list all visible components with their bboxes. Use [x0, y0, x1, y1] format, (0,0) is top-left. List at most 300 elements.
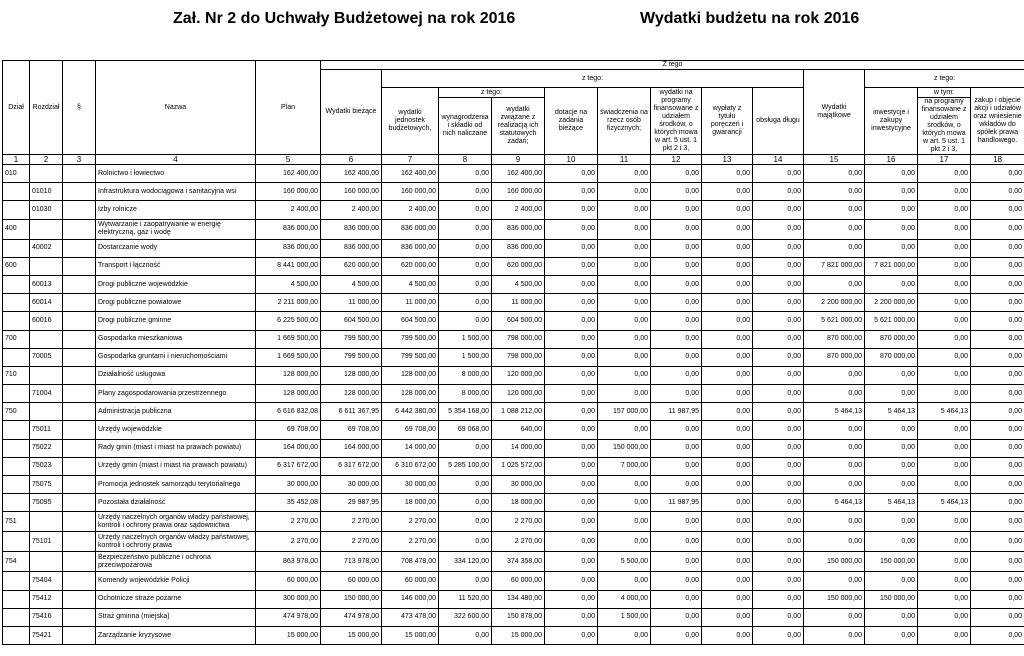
value-cell: 0,00 [753, 572, 804, 590]
value-cell: 0,00 [702, 165, 753, 183]
value-cell: 11 987,95 [651, 494, 702, 512]
value-cell: 0,00 [651, 421, 702, 439]
value-cell: 0,00 [598, 165, 651, 183]
rozdzial-cell [30, 552, 63, 572]
value-cell: 0,00 [702, 590, 753, 608]
value-cell: 0,00 [865, 183, 918, 201]
value-cell: 620 000,00 [382, 257, 439, 275]
value-cell: 0,00 [753, 552, 804, 572]
value-cell: 799 500,00 [321, 330, 382, 348]
value-cell: 0,00 [702, 457, 753, 475]
value-cell: 0,00 [804, 239, 865, 257]
value-cell: 0,00 [918, 439, 971, 457]
value-cell: 0,00 [753, 294, 804, 312]
rozdzial-cell: 75101 [30, 532, 63, 552]
rozdzial-cell: 01010 [30, 183, 63, 201]
value-cell: 708 478,00 [382, 552, 439, 572]
value-cell: 0,00 [971, 608, 1024, 626]
value-cell: 0,00 [804, 385, 865, 403]
value-cell: 799 500,00 [382, 330, 439, 348]
paragraf-cell [63, 457, 96, 475]
value-cell: 0,00 [971, 239, 1024, 257]
value-cell: 0,00 [598, 532, 651, 552]
name-cell: Rady gmin (miast i miast na prawach powiatu) [96, 439, 256, 457]
name-cell: Rolnictwo i łowiectwo [96, 165, 256, 183]
value-cell: 2 270,00 [321, 512, 382, 532]
rozdzial-cell [30, 219, 63, 239]
dzial-cell [3, 476, 30, 494]
value-cell: 0,00 [971, 512, 1024, 532]
value-cell: 0,00 [439, 626, 492, 644]
value-cell: 0,00 [651, 366, 702, 384]
value-cell: 120 000,00 [492, 385, 545, 403]
value-cell: 4 500,00 [321, 275, 382, 293]
value-cell: 0,00 [651, 312, 702, 330]
name-cell: Promocja jednostek samorządu terytorialnego [96, 476, 256, 494]
value-cell: 0,00 [865, 512, 918, 532]
paragraf-cell [63, 348, 96, 366]
value-cell: 870 000,00 [865, 330, 918, 348]
value-cell: 474 978,00 [321, 608, 382, 626]
value-cell: 0,00 [971, 219, 1024, 239]
value-cell: 2 211 000,00 [256, 294, 321, 312]
value-cell: 0,00 [753, 512, 804, 532]
value-cell: 0,00 [439, 201, 492, 219]
column-number: 11 [598, 155, 651, 165]
value-cell: 0,00 [545, 312, 598, 330]
value-cell: 0,00 [702, 552, 753, 572]
value-cell: 0,00 [804, 532, 865, 552]
value-cell: 15 000,00 [382, 626, 439, 644]
value-cell: 0,00 [865, 219, 918, 239]
value-cell: 0,00 [865, 457, 918, 475]
value-cell: 0,00 [702, 183, 753, 201]
value-cell: 0,00 [971, 626, 1024, 644]
dzial-cell: 710 [3, 366, 30, 384]
value-cell: 35 452,08 [256, 494, 321, 512]
value-cell: 0,00 [753, 183, 804, 201]
value-cell: 0,00 [971, 330, 1024, 348]
value-cell: 870 000,00 [865, 348, 918, 366]
value-cell: 334 120,00 [439, 552, 492, 572]
value-cell: 0,00 [545, 552, 598, 572]
name-cell: Ochotnicze straże pożarne [96, 590, 256, 608]
value-cell: 0,00 [545, 183, 598, 201]
rozdzial-cell [30, 512, 63, 532]
name-cell: Działalność usługowa [96, 366, 256, 384]
name-cell: Drogi publiczne gminne [96, 312, 256, 330]
value-cell: 0,00 [971, 457, 1024, 475]
value-cell: 2 270,00 [492, 512, 545, 532]
value-cell: 128 000,00 [256, 385, 321, 403]
table-row [3, 457, 1024, 475]
value-cell: 0,00 [971, 421, 1024, 439]
value-cell: 1 500,00 [439, 348, 492, 366]
value-cell: 0,00 [971, 348, 1024, 366]
dzial-cell [3, 348, 30, 366]
column-number: 13 [702, 155, 753, 165]
value-cell: 0,00 [971, 403, 1024, 421]
column-number: 5 [256, 155, 321, 165]
value-cell: 0,00 [971, 532, 1024, 552]
value-cell: 0,00 [753, 366, 804, 384]
value-cell: 836 000,00 [492, 239, 545, 257]
paragraf-cell [63, 165, 96, 183]
header-z-tego-majatkowe: z tego: [865, 70, 1024, 88]
rozdzial-cell [30, 403, 63, 421]
value-cell: 0,00 [804, 626, 865, 644]
header-dzial: Dział [3, 61, 30, 155]
dzial-cell [3, 275, 30, 293]
name-cell: Bezpieczeństwo publiczne i ochrona przeciwpożarowa [96, 552, 256, 572]
value-cell: 0,00 [918, 165, 971, 183]
value-cell: 0,00 [545, 294, 598, 312]
value-cell: 0,00 [918, 366, 971, 384]
value-cell: 0,00 [918, 608, 971, 626]
value-cell: 4 500,00 [382, 275, 439, 293]
value-cell: 11 000,00 [492, 294, 545, 312]
value-cell: 0,00 [971, 552, 1024, 572]
rozdzial-cell [30, 366, 63, 384]
rozdzial-cell: 70005 [30, 348, 63, 366]
value-cell: 0,00 [439, 275, 492, 293]
rozdzial-cell: 71004 [30, 385, 63, 403]
value-cell: 0,00 [651, 512, 702, 532]
dzial-cell [3, 201, 30, 219]
value-cell: 60 000,00 [321, 572, 382, 590]
column-number: 2 [30, 155, 63, 165]
value-cell: 0,00 [753, 330, 804, 348]
value-cell: 640,00 [492, 421, 545, 439]
value-cell: 0,00 [702, 439, 753, 457]
value-cell: 0,00 [971, 385, 1024, 403]
value-cell: 5 464,13 [865, 403, 918, 421]
header-inwestycje: inwestycje i zakupy inwestycyjne [865, 88, 918, 155]
table-row [3, 294, 1024, 312]
value-cell: 0,00 [804, 439, 865, 457]
value-cell: 0,00 [918, 512, 971, 532]
header-wydatki-majatkowe: Wydatki majątkowe [804, 70, 865, 155]
table-row [3, 366, 1024, 384]
value-cell: 0,00 [865, 476, 918, 494]
value-cell: 0,00 [651, 219, 702, 239]
value-cell: 0,00 [702, 366, 753, 384]
value-cell: 6 616 832,08 [256, 403, 321, 421]
table-row [3, 421, 1024, 439]
value-cell: 0,00 [598, 330, 651, 348]
name-cell: Gospodarka mieszkaniowa [96, 330, 256, 348]
value-cell: 0,00 [865, 385, 918, 403]
value-cell: 8 000,00 [439, 385, 492, 403]
header-paragraf: § [63, 61, 96, 155]
column-number: 15 [804, 155, 865, 165]
value-cell: 0,00 [598, 385, 651, 403]
document-title: Zał. Nr 2 do Uchwały Budżetowej na rok 2016 [173, 10, 516, 27]
value-cell: 0,00 [918, 275, 971, 293]
value-cell: 0,00 [439, 257, 492, 275]
value-cell: 0,00 [918, 421, 971, 439]
value-cell: 0,00 [971, 494, 1024, 512]
value-cell: 0,00 [651, 275, 702, 293]
value-cell: 0,00 [971, 590, 1024, 608]
value-cell: 836 000,00 [492, 219, 545, 239]
rozdzial-cell: 75075 [30, 476, 63, 494]
rozdzial-cell: 01030 [30, 201, 63, 219]
value-cell: 69 708,00 [256, 421, 321, 439]
value-cell: 0,00 [753, 219, 804, 239]
value-cell: 0,00 [753, 385, 804, 403]
value-cell: 474 978,00 [256, 608, 321, 626]
value-cell: 0,00 [753, 312, 804, 330]
value-cell: 162 400,00 [321, 165, 382, 183]
table-row [3, 165, 1024, 183]
value-cell: 0,00 [702, 532, 753, 552]
value-cell: 0,00 [702, 608, 753, 626]
value-cell: 0,00 [598, 348, 651, 366]
column-number: 3 [63, 155, 96, 165]
value-cell: 1 669 500,00 [256, 348, 321, 366]
name-cell: Dostarczanie wody [96, 239, 256, 257]
value-cell: 69 708,00 [321, 421, 382, 439]
value-cell: 4 000,00 [598, 590, 651, 608]
paragraf-cell [63, 385, 96, 403]
value-cell: 0,00 [598, 476, 651, 494]
value-cell: 0,00 [804, 476, 865, 494]
table-row [3, 385, 1024, 403]
value-cell: 0,00 [753, 476, 804, 494]
value-cell: 0,00 [804, 572, 865, 590]
value-cell: 0,00 [598, 294, 651, 312]
rozdzial-cell: 75095 [30, 494, 63, 512]
value-cell: 0,00 [804, 275, 865, 293]
name-cell: Transport i łączność [96, 257, 256, 275]
value-cell: 0,00 [651, 457, 702, 475]
value-cell: 2 270,00 [492, 532, 545, 552]
value-cell: 0,00 [971, 165, 1024, 183]
header-wydatki-biezace: Wydatki bieżące [321, 70, 382, 155]
value-cell: 0,00 [753, 239, 804, 257]
value-cell: 2 270,00 [321, 532, 382, 552]
value-cell: 18 000,00 [382, 494, 439, 512]
value-cell: 0,00 [971, 294, 1024, 312]
value-cell: 2 270,00 [382, 512, 439, 532]
value-cell: 0,00 [545, 403, 598, 421]
value-cell: 0,00 [439, 183, 492, 201]
rozdzial-cell [30, 165, 63, 183]
rozdzial-cell: 75412 [30, 590, 63, 608]
paragraf-cell [63, 294, 96, 312]
column-number: 6 [321, 155, 382, 165]
value-cell: 0,00 [598, 219, 651, 239]
value-cell: 0,00 [753, 608, 804, 626]
value-cell: 2 200 000,00 [865, 294, 918, 312]
table-row [3, 552, 1024, 572]
value-cell: 0,00 [598, 512, 651, 532]
header-swiadczenia: świadczenia na rzecz osób fizycznych; [598, 88, 651, 155]
value-cell: 0,00 [702, 476, 753, 494]
table-row [3, 608, 1024, 626]
table-row [3, 201, 1024, 219]
value-cell: 0,00 [971, 572, 1024, 590]
value-cell: 2 270,00 [256, 532, 321, 552]
value-cell: 164 000,00 [321, 439, 382, 457]
value-cell: 6 442 380,00 [382, 403, 439, 421]
value-cell: 2 270,00 [256, 512, 321, 532]
value-cell: 0,00 [971, 312, 1024, 330]
value-cell: 0,00 [865, 439, 918, 457]
value-cell: 0,00 [702, 294, 753, 312]
value-cell: 5 464,13 [918, 494, 971, 512]
name-cell: Wytwarzanie i zaopatrywanie w energię elektryczną, gaz i wodę [96, 219, 256, 239]
value-cell: 604 500,00 [321, 312, 382, 330]
dzial-cell [3, 294, 30, 312]
value-cell: 30 000,00 [382, 476, 439, 494]
value-cell: 300 000,00 [256, 590, 321, 608]
value-cell: 0,00 [545, 275, 598, 293]
value-cell: 5 464,13 [865, 494, 918, 512]
value-cell: 0,00 [971, 439, 1024, 457]
column-number: 10 [545, 155, 598, 165]
value-cell: 0,00 [545, 366, 598, 384]
value-cell: 69 708,00 [382, 421, 439, 439]
value-cell: 160 000,00 [492, 183, 545, 201]
value-cell: 0,00 [918, 572, 971, 590]
value-cell: 0,00 [651, 348, 702, 366]
value-cell: 0,00 [702, 572, 753, 590]
paragraf-cell [63, 494, 96, 512]
value-cell: 150 878,00 [492, 608, 545, 626]
name-cell: Straż gminna (miejska) [96, 608, 256, 626]
value-cell: 4 500,00 [256, 275, 321, 293]
value-cell: 0,00 [651, 608, 702, 626]
value-cell: 128 000,00 [321, 385, 382, 403]
value-cell: 0,00 [804, 183, 865, 201]
value-cell: 0,00 [651, 239, 702, 257]
value-cell: 0,00 [971, 201, 1024, 219]
value-cell: 0,00 [804, 421, 865, 439]
value-cell: 5 621 000,00 [865, 312, 918, 330]
value-cell: 0,00 [651, 439, 702, 457]
name-cell: Drogi publiczne wojewódzkie [96, 275, 256, 293]
name-cell: Gospodarka gruntami i nieruchomościami [96, 348, 256, 366]
value-cell: 0,00 [702, 512, 753, 532]
value-cell: 162 400,00 [256, 165, 321, 183]
table-row [3, 330, 1024, 348]
name-cell: Plany zagospodarowania przestrzennego [96, 385, 256, 403]
dzial-cell [3, 385, 30, 403]
table-row [3, 476, 1024, 494]
value-cell: 0,00 [753, 439, 804, 457]
value-cell: 0,00 [545, 421, 598, 439]
header-wydatki-jednostek: wydatki jednostek budżetowych, [382, 88, 439, 155]
table-row [3, 183, 1024, 201]
table-row [3, 532, 1024, 552]
value-cell: 8 441 000,00 [256, 257, 321, 275]
value-cell: 1 669 500,00 [256, 330, 321, 348]
value-cell: 0,00 [918, 294, 971, 312]
paragraf-cell [63, 219, 96, 239]
value-cell: 0,00 [918, 201, 971, 219]
value-cell: 0,00 [598, 257, 651, 275]
paragraf-cell [63, 239, 96, 257]
value-cell: 0,00 [439, 294, 492, 312]
table-row [3, 275, 1024, 293]
table-row [3, 439, 1024, 457]
dzial-cell: 600 [3, 257, 30, 275]
value-cell: 713 978,00 [321, 552, 382, 572]
value-cell: 5 464,13 [804, 403, 865, 421]
paragraf-cell [63, 183, 96, 201]
table-row [3, 219, 1024, 239]
value-cell: 8 000,00 [439, 366, 492, 384]
rozdzial-cell: 60014 [30, 294, 63, 312]
value-cell: 0,00 [545, 219, 598, 239]
value-cell: 0,00 [918, 330, 971, 348]
value-cell: 15 000,00 [256, 626, 321, 644]
dzial-cell [3, 626, 30, 644]
value-cell: 7 000,00 [598, 457, 651, 475]
value-cell: 4 500,00 [492, 275, 545, 293]
value-cell: 162 400,00 [382, 165, 439, 183]
dzial-cell: 754 [3, 552, 30, 572]
value-cell: 150 000,00 [321, 590, 382, 608]
value-cell: 160 000,00 [382, 183, 439, 201]
value-cell: 0,00 [545, 532, 598, 552]
column-number: 8 [439, 155, 492, 165]
value-cell: 160 000,00 [321, 183, 382, 201]
value-cell: 0,00 [545, 476, 598, 494]
value-cell: 0,00 [918, 476, 971, 494]
value-cell: 0,00 [702, 275, 753, 293]
value-cell: 0,00 [545, 590, 598, 608]
paragraf-cell [63, 572, 96, 590]
rozdzial-cell: 75404 [30, 572, 63, 590]
value-cell: 0,00 [439, 439, 492, 457]
value-cell: 0,00 [651, 532, 702, 552]
dzial-cell [3, 239, 30, 257]
value-cell: 0,00 [439, 165, 492, 183]
value-cell: 0,00 [753, 590, 804, 608]
value-cell: 0,00 [753, 165, 804, 183]
value-cell: 2 400,00 [382, 201, 439, 219]
dzial-cell: 010 [3, 165, 30, 183]
value-cell: 798 000,00 [492, 330, 545, 348]
value-cell: 0,00 [971, 257, 1024, 275]
value-cell: 14 000,00 [382, 439, 439, 457]
header-wynagrodzenia: wynagrodzenia i składki od nich naliczane [439, 98, 492, 155]
paragraf-cell [63, 476, 96, 494]
value-cell: 128 000,00 [321, 366, 382, 384]
value-cell: 0,00 [651, 572, 702, 590]
header-z-tego-jednostek: z tego: [439, 88, 545, 98]
value-cell: 0,00 [702, 239, 753, 257]
value-cell: 473 478,00 [382, 608, 439, 626]
value-cell: 6 310 672,00 [382, 457, 439, 475]
table-row [3, 312, 1024, 330]
dzial-cell [3, 312, 30, 330]
value-cell: 60 000,00 [256, 572, 321, 590]
value-cell: 0,00 [753, 626, 804, 644]
titles [0, 10, 1024, 34]
value-cell: 0,00 [702, 257, 753, 275]
dzial-cell [3, 421, 30, 439]
column-number: 17 [918, 155, 971, 165]
value-cell: 0,00 [598, 275, 651, 293]
table-row [3, 239, 1024, 257]
name-cell: Pozostała działalność [96, 494, 256, 512]
header-akcje: zakup i objęcie akcji i udziałów oraz wniesienie wkładów do spółek prawa handlowego. [971, 88, 1024, 155]
value-cell: 0,00 [439, 532, 492, 552]
